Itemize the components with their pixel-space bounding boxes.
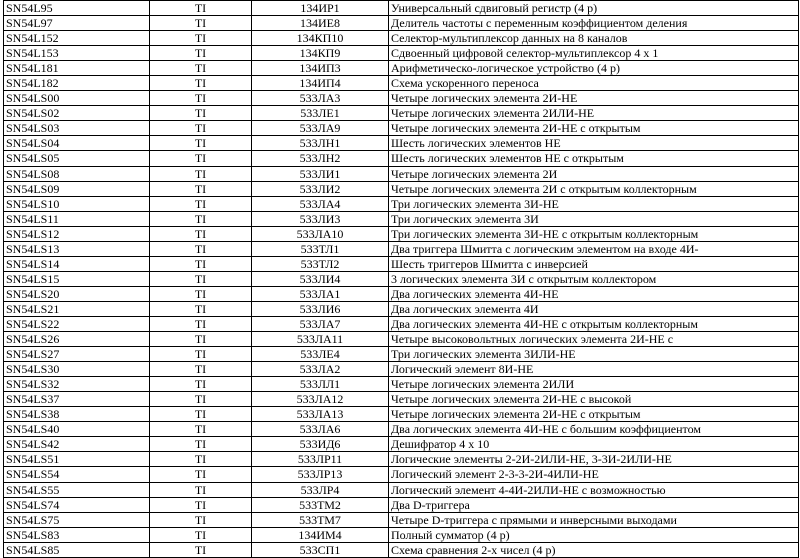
table-row (4, 226, 799, 241)
analog-cell: 533ЛЕ4 (252, 347, 389, 362)
manufacturer-cell: TI (150, 196, 252, 211)
manufacturer-cell: TI (150, 286, 252, 301)
manufacturer-cell: TI (150, 166, 252, 181)
manufacturer-cell: TI (150, 1, 252, 16)
analog-cell: 533ИД6 (252, 437, 389, 452)
analog-cell: 533ЛА6 (252, 422, 389, 437)
description-cell: Три логических элемента 3ИЛИ-НЕ (389, 347, 799, 362)
manufacturer-cell: TI (150, 467, 252, 482)
table-row (4, 16, 799, 31)
table-row (4, 362, 799, 377)
table-row (4, 452, 799, 467)
part-number-cell: SN54LS21 (4, 301, 150, 316)
analog-cell: 533ЛР13 (252, 467, 389, 482)
part-number-cell: SN54LS83 (4, 527, 150, 542)
table-row (4, 1, 799, 16)
description-cell: Четыре высоковольтных логических элемента 2И-НЕ с (389, 332, 799, 347)
manufacturer-cell: TI (150, 316, 252, 331)
description-cell: Логический элемент 2-3-3-2И-4ИЛИ-НЕ (389, 467, 799, 482)
part-number-cell: SN54LS30 (4, 362, 150, 377)
analog-cell: 533ЛА1 (252, 286, 389, 301)
part-number-cell: SN54LS13 (4, 241, 150, 256)
table-row (4, 136, 799, 151)
manufacturer-cell: TI (150, 31, 252, 46)
part-number-cell: SN54L182 (4, 76, 150, 91)
table-body (4, 1, 799, 558)
manufacturer-cell: TI (150, 452, 252, 467)
part-number-cell: SN54LS09 (4, 181, 150, 196)
description-cell: Шесть логических элементов НЕ (389, 136, 799, 151)
table-row (4, 467, 799, 482)
manufacturer-cell: TI (150, 46, 252, 61)
table-row (4, 301, 799, 316)
part-number-cell: SN54LS38 (4, 407, 150, 422)
table-row (4, 31, 799, 46)
part-number-cell: SN54L153 (4, 46, 150, 61)
table-row (4, 316, 799, 331)
analog-cell: 533ТЛ2 (252, 256, 389, 271)
manufacturer-cell: TI (150, 91, 252, 106)
part-number-cell: SN54L181 (4, 61, 150, 76)
part-number-cell: SN54LS14 (4, 256, 150, 271)
table-row (4, 121, 799, 136)
description-cell: Четыре логических элемента 2И (389, 166, 799, 181)
table-row (4, 332, 799, 347)
description-cell: Четыре логических элемента 2И-НЕ с открытым (389, 407, 799, 422)
description-cell: Логический элемент 8И-НЕ (389, 362, 799, 377)
part-number-cell: SN54LS51 (4, 452, 150, 467)
analog-cell: 134ИМ4 (252, 527, 389, 542)
manufacturer-cell: TI (150, 527, 252, 542)
analog-cell: 134ИЕ8 (252, 16, 389, 31)
description-cell: Четыре логических элемента 2И-НЕ с высокой (389, 392, 799, 407)
analog-cell: 533ЛИ3 (252, 211, 389, 226)
part-number-cell: SN54LS40 (4, 422, 150, 437)
description-cell: Три логических элемента 3И (389, 211, 799, 226)
manufacturer-cell: TI (150, 482, 252, 497)
table-row (4, 512, 799, 527)
description-cell: Делитель частоты с переменным коэффициентом деления (389, 16, 799, 31)
manufacturer-cell: TI (150, 347, 252, 362)
table-row (4, 482, 799, 497)
description-cell: Четыре D-триггера с прямыми и инверсными выходами (389, 512, 799, 527)
description-cell: Четыре логических элемента 2ИЛИ-НЕ (389, 106, 799, 121)
analog-cell: 533ЛН1 (252, 136, 389, 151)
analog-cell: 533СП1 (252, 542, 389, 557)
part-number-cell: SN54L152 (4, 31, 150, 46)
analog-cell: 134КП10 (252, 31, 389, 46)
analog-cell: 134ИР1 (252, 1, 389, 16)
description-cell: Два логических элемента 4И-НЕ с большим коэффициентом (389, 422, 799, 437)
description-cell: Четыре логических элемента 2И с открытым коллекторным (389, 181, 799, 196)
analog-cell: 533ЛА13 (252, 407, 389, 422)
part-number-cell: SN54LS22 (4, 316, 150, 331)
analog-cell: 134КП9 (252, 46, 389, 61)
table-row (4, 166, 799, 181)
manufacturer-cell: TI (150, 407, 252, 422)
analog-cell: 533ЛИ6 (252, 301, 389, 316)
manufacturer-cell: TI (150, 61, 252, 76)
part-number-cell: SN54LS42 (4, 437, 150, 452)
part-number-cell: SN54LS55 (4, 482, 150, 497)
part-number-cell: SN54LS75 (4, 512, 150, 527)
manufacturer-cell: TI (150, 497, 252, 512)
part-number-cell: SN54LS05 (4, 151, 150, 166)
analog-cell: 533ТМ2 (252, 497, 389, 512)
description-cell: Логический элемент 4-4И-2ИЛИ-НЕ с возможностью (389, 482, 799, 497)
description-cell: Три логических элемента 3И-НЕ с открытым коллекторным (389, 226, 799, 241)
description-cell: Четыре логических элемента 2И-НЕ (389, 91, 799, 106)
table-row (4, 46, 799, 61)
manufacturer-cell: TI (150, 106, 252, 121)
description-cell: Схема ускоренного переноса (389, 76, 799, 91)
analog-cell: 533ЛА11 (252, 332, 389, 347)
table-row (4, 422, 799, 437)
manufacturer-cell: TI (150, 151, 252, 166)
part-number-cell: SN54LS15 (4, 271, 150, 286)
description-cell: Три логических элемента 3И-НЕ (389, 196, 799, 211)
manufacturer-cell: TI (150, 512, 252, 527)
table-row (4, 106, 799, 121)
description-cell: Два триггера Шмитта с логическим элементом на входе 4И- (389, 241, 799, 256)
analog-cell: 533ЛИ2 (252, 181, 389, 196)
table-row (4, 527, 799, 542)
description-cell: Два логических элемента 4И (389, 301, 799, 316)
table-row (4, 181, 799, 196)
part-number-cell: SN54LS11 (4, 211, 150, 226)
table-row (4, 256, 799, 271)
table-row (4, 407, 799, 422)
manufacturer-cell: TI (150, 256, 252, 271)
table-row (4, 377, 799, 392)
analog-cell: 533ТЛ1 (252, 241, 389, 256)
part-number-cell: SN54LS32 (4, 377, 150, 392)
table-row (4, 542, 799, 557)
table-row (4, 61, 799, 76)
part-number-cell: SN54LS02 (4, 106, 150, 121)
manufacturer-cell: TI (150, 362, 252, 377)
analog-cell: 533ЛА7 (252, 316, 389, 331)
analog-cell: 533ЛА9 (252, 121, 389, 136)
manufacturer-cell: TI (150, 226, 252, 241)
analog-cell: 533ЛР4 (252, 482, 389, 497)
table-row (4, 437, 799, 452)
analog-cell: 533ЛА2 (252, 362, 389, 377)
part-number-cell: SN54LS74 (4, 497, 150, 512)
description-cell: Два D-триггера (389, 497, 799, 512)
table-row (4, 497, 799, 512)
part-number-cell: SN54LS00 (4, 91, 150, 106)
table-row (4, 151, 799, 166)
analog-cell: 533ЛН2 (252, 151, 389, 166)
analog-cell: 533ЛА12 (252, 392, 389, 407)
table-row (4, 76, 799, 91)
description-cell: Четыре логических элемента 2И-НЕ с открытым (389, 121, 799, 136)
manufacturer-cell: TI (150, 437, 252, 452)
description-cell: Полный сумматор (4 р) (389, 527, 799, 542)
manufacturer-cell: TI (150, 211, 252, 226)
part-number-cell: SN54LS03 (4, 121, 150, 136)
part-number-cell: SN54LS04 (4, 136, 150, 151)
manufacturer-cell: TI (150, 392, 252, 407)
description-cell: Шесть триггеров Шмитта с инверсией (389, 256, 799, 271)
table-row (4, 347, 799, 362)
part-number-cell: SN54LS08 (4, 166, 150, 181)
part-number-cell: SN54LS27 (4, 347, 150, 362)
manufacturer-cell: TI (150, 121, 252, 136)
manufacturer-cell: TI (150, 136, 252, 151)
manufacturer-cell: TI (150, 16, 252, 31)
description-cell: Четыре логических элемента 2ИЛИ (389, 377, 799, 392)
manufacturer-cell: TI (150, 377, 252, 392)
ic-cross-reference-table (3, 0, 799, 558)
analog-cell: 134ИП3 (252, 61, 389, 76)
description-cell: Универсальный сдвиговый регистр (4 р) (389, 1, 799, 16)
analog-cell: 533ЛИ4 (252, 271, 389, 286)
analog-cell: 533ЛЕ1 (252, 106, 389, 121)
part-number-cell: SN54LS12 (4, 226, 150, 241)
description-cell: Сдвоенный цифровой селектор-мультиплексор 4 x 1 (389, 46, 799, 61)
analog-cell: 533ЛР11 (252, 452, 389, 467)
part-number-cell: SN54LS37 (4, 392, 150, 407)
description-cell: Арифметическо-логическое устройство (4 р) (389, 61, 799, 76)
table-row (4, 286, 799, 301)
description-cell: Схема сравнения 2-х чисел (4 р) (389, 542, 799, 557)
analog-cell: 134ИП4 (252, 76, 389, 91)
manufacturer-cell: TI (150, 76, 252, 91)
table-row (4, 241, 799, 256)
analog-cell: 533ЛИ1 (252, 166, 389, 181)
description-cell: Шесть логических элементов НЕ с открытым (389, 151, 799, 166)
description-cell: Два логических элемента 4И-НЕ (389, 286, 799, 301)
description-cell: Логические элементы 2-2И-2ИЛИ-НЕ, 3-3И-2ИЛИ-НЕ (389, 452, 799, 467)
table-row (4, 196, 799, 211)
part-number-cell: SN54LS20 (4, 286, 150, 301)
analog-cell: 533ЛА4 (252, 196, 389, 211)
part-number-cell: SN54LS26 (4, 332, 150, 347)
analog-cell: 533ЛЛ1 (252, 377, 389, 392)
part-number-cell: SN54LS54 (4, 467, 150, 482)
part-number-cell: SN54L95 (4, 1, 150, 16)
table-row (4, 271, 799, 286)
analog-cell: 533ЛА3 (252, 91, 389, 106)
table-row (4, 211, 799, 226)
description-cell: 3 логических элемента 3И с открытым коллектором (389, 271, 799, 286)
manufacturer-cell: TI (150, 241, 252, 256)
manufacturer-cell: TI (150, 332, 252, 347)
part-number-cell: SN54L97 (4, 16, 150, 31)
analog-cell: 533ТМ7 (252, 512, 389, 527)
description-cell: Два логических элемента 4И-НЕ с открытым коллекторным (389, 316, 799, 331)
description-cell: Селектор-мультиплексор данных на 8 каналов (389, 31, 799, 46)
manufacturer-cell: TI (150, 301, 252, 316)
manufacturer-cell: TI (150, 271, 252, 286)
table-row (4, 91, 799, 106)
manufacturer-cell: TI (150, 181, 252, 196)
part-number-cell: SN54LS85 (4, 542, 150, 557)
part-number-cell: SN54LS10 (4, 196, 150, 211)
table-row (4, 392, 799, 407)
manufacturer-cell: TI (150, 422, 252, 437)
analog-cell: 533ЛА10 (252, 226, 389, 241)
description-cell: Дешифратор 4 x 10 (389, 437, 799, 452)
manufacturer-cell: TI (150, 542, 252, 557)
